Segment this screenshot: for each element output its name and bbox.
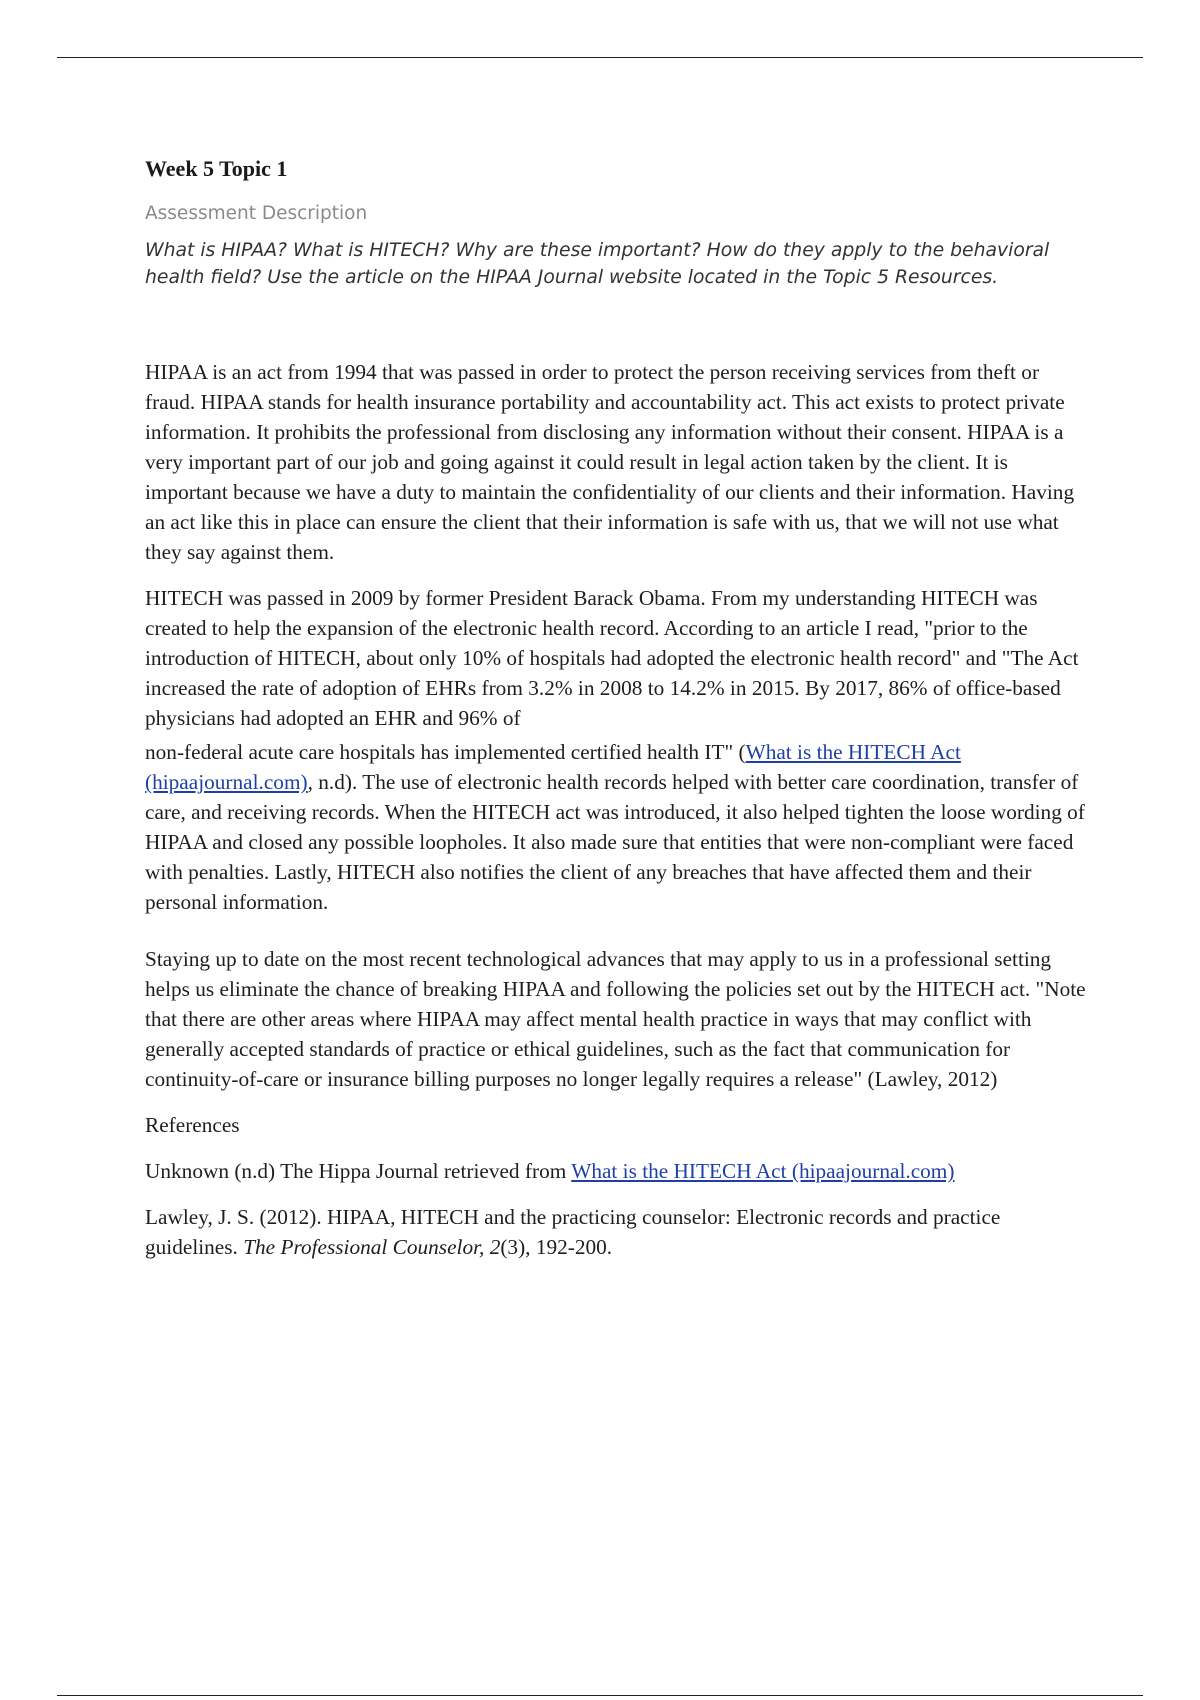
reference-lawley [145,1202,1090,1262]
paragraph-hitech-continued-before: non-federal acute care hospitals has implemented certified health IT" ( [145,740,746,764]
reference-lawley-text: Lawley, J. S. (2012). HIPAA, HITECH and the practicing counselor: Electronic records and practice guidelines. [145,1205,1001,1259]
document-page [145,154,1090,1262]
assessment-prompt: What is HIPAA? What is HITECH? Why are these important? How do they apply to the behavioral health field? Use the article on the HIPAA Journal website located in the Topic 5 Resources. [145,240,1050,288]
paragraph-staying-up-to-date: Staying up to date on the most recent technological advances that may apply to us in a professional setting helps us eliminate the chance of breaking HIPAA and following the policies set out by the HITECH act. "Note that there are other areas where HIPAA may affect mental health practice in ways that may conflict with generally accepted standards of practice or ethical guidelines, such as the fact that communication for continuity-of-care or insurance billing purposes no longer legally requires a release" (Lawley, 2012) [145,947,1086,1091]
paragraph-hitech-continued-after: , n.d). The use of electronic health records helped with better care coordination, transfer of care, and receiving records. When the HITECH act was introduced, it also helped tighten the loose wording of HIPAA and closed any possible loopholes. It also made sure that entities that were non-compliant were faced with penalties. Lastly, HITECH also notifies the client of any breaches that have affected them and their personal information. [145,770,1085,914]
paragraph-hipaa: HIPAA is an act from 1994 that was passed in order to protect the person receiving services from theft or fraud. HIPAA stands for health insurance portability and accountability act. This act exists to protect private information. It prohibits the professional from disclosing any information without their consent. HIPAA is a very important part of our job and going against it could result in legal action taken by the client. It is important because we have a duty to maintain the confidentiality of our clients and their information. Having an act like this in place can ensure the client that their information is safe with us, that we will not use what they say against them. [145,360,1075,564]
references-heading: References [145,1113,240,1137]
paragraph-hitech: HITECH was passed in 2009 by former President Barack Obama. From my understanding HITECH was created to help the expansion of the electronic health record. According to an article I read, "prior to the introduction of HITECH, about only 10% of hospitals had adopted the electronic health record" and "The Act increased the rate of adoption of EHRs from 3.2% in 2008 to 14.2% in 2015. By 2017, 86% of office-based physicians had adopted an EHR and 96% of [145,586,1079,730]
hitech-article-link[interactable]: What is the HITECH Act (hipaajournal.com) [145,740,961,794]
top-rule [57,57,1143,58]
reference-hipaa-journal [145,1156,1090,1186]
reference-lawley-journal: The Professional Counselor, 2 [243,1235,501,1259]
bottom-rule [57,1695,1143,1696]
paragraph-hitech-continued [145,737,1090,917]
reference-hitech-link[interactable]: What is the HITECH Act (hipaajournal.com) [571,1159,955,1183]
document-title: Week 5 Topic 1 [145,156,288,181]
reference-hipaa-journal-text: Unknown (n.d) The Hippa Journal retrieved from [145,1159,572,1183]
assessment-label: Assessment Description [145,203,368,224]
reference-lawley-tail: (3), 192-200. [500,1235,613,1259]
